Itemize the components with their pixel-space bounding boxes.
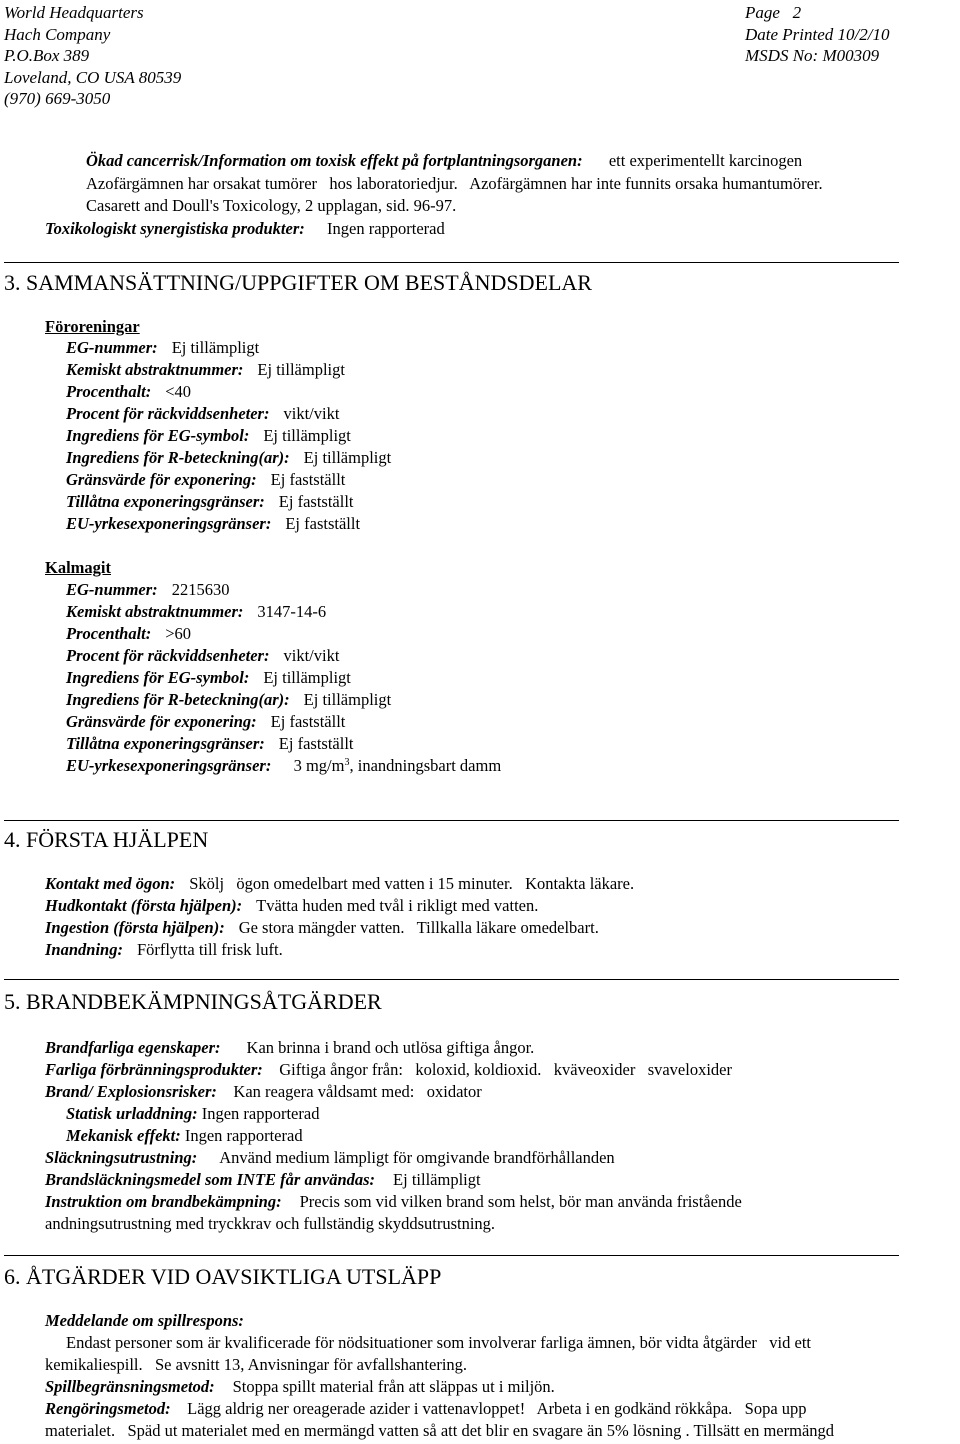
field-value: Ej tillämpligt xyxy=(171,338,260,357)
field-row xyxy=(45,942,283,959)
flammable-row xyxy=(45,1040,534,1057)
static-row xyxy=(66,1106,319,1123)
field-row xyxy=(66,736,354,753)
field-value: Använd medium lämpligt för omgivande brandförhållanden xyxy=(219,1148,615,1167)
combustion-row xyxy=(45,1062,732,1079)
field-label: Meddelande om spillrespons: xyxy=(45,1311,244,1330)
field-label: Procenthalt: xyxy=(66,624,152,643)
field-value: Ej fastställt xyxy=(270,712,346,731)
field-value: Ej tillämpligt xyxy=(303,448,392,467)
field-value: Ingen rapporterad xyxy=(201,1104,320,1123)
field-value: Ej fastställt xyxy=(270,470,346,489)
field-row xyxy=(66,692,391,709)
section-heading: 5. BRANDBEKÄMPNINGSÅTGÄRDER xyxy=(4,989,382,1014)
section-divider xyxy=(4,1255,899,1256)
field-value: Ej tillämpligt xyxy=(303,690,392,709)
field-row xyxy=(66,648,339,665)
field-row xyxy=(66,340,259,357)
field-value: ett experimentellt karcinogen xyxy=(608,151,803,170)
field-row xyxy=(66,582,229,599)
field-value: Ej fastställt xyxy=(285,514,361,533)
field-label: Spillbegränsningsmetod: xyxy=(45,1377,215,1396)
field-label: Rengöringsmetod: xyxy=(45,1399,171,1418)
field-label: Hudkontakt (första hjälpen): xyxy=(45,896,243,915)
msds-number: MSDS No: M00309 xyxy=(745,46,880,65)
section-heading: 6. ÅTGÄRDER VID OAVSIKTLIGA UTSLÄPP xyxy=(4,1264,442,1289)
field-row xyxy=(45,898,538,915)
field-label: Procent för räckviddsenheter: xyxy=(66,404,270,423)
field-value: Kan reagera våldsamt med: oxidator xyxy=(233,1082,482,1101)
header-line: World Headquarters xyxy=(4,3,144,22)
field-row xyxy=(66,494,354,511)
field-value: vikt/vikt xyxy=(283,646,340,665)
field-row xyxy=(45,876,634,893)
superscript: 3 xyxy=(344,757,350,768)
field-label: Gränsvärde för exponering: xyxy=(66,470,257,489)
field-label: Tillåtna exponeringsgränser: xyxy=(66,734,265,753)
field-label: EU-yrkesexponeringsgränser: xyxy=(66,514,272,533)
field-value: Ingen rapporterad xyxy=(184,1126,303,1145)
field-row xyxy=(66,604,326,621)
field-label: Ingrediens för EG-symbol: xyxy=(66,668,250,687)
field-label: Gränsvärde för exponering: xyxy=(66,712,257,731)
field-label: EU-yrkesexponeringsgränser: xyxy=(66,756,272,775)
field-value: vikt/vikt xyxy=(283,404,340,423)
field-value: Stoppa spillt material från att släppas ut i miljön. xyxy=(232,1377,555,1396)
cleanup-row xyxy=(45,1401,807,1418)
field-label: Brandsläckningsmedel som INTE får användas: xyxy=(45,1170,376,1189)
field-label: Kemiskt abstraktnummer: xyxy=(66,602,244,621)
field-value: Ej tillämpligt xyxy=(263,668,351,687)
field-value: Precis som vid vilken brand som helst, bör man använda fristående xyxy=(299,1192,742,1211)
mechanical-row xyxy=(66,1128,303,1145)
field-label: Inandning: xyxy=(45,940,123,959)
field-label: Kontakt med ögon: xyxy=(45,874,176,893)
field-label: Procent för räckviddsenheter: xyxy=(66,646,270,665)
field-row xyxy=(45,920,599,937)
field-value: Ingen rapporterad xyxy=(327,219,445,238)
field-label: EG-nummer: xyxy=(66,338,158,357)
field-label: Brandfarliga egenskaper: xyxy=(45,1038,221,1057)
field-value: Ej tillämpligt xyxy=(263,426,351,445)
header-left xyxy=(4,2,181,110)
paragraph-line: Azofärgämnen har orsakat tumörer hos laboratoriedjur. Azofärgämnen har inte funnits orsaka humantumörer. xyxy=(86,174,823,193)
field-label: Statisk urladdning: xyxy=(66,1104,198,1123)
field-row xyxy=(66,450,391,467)
field-label: Kemiskt abstraktnummer: xyxy=(66,360,244,379)
field-label: Instruktion om brandbekämpning: xyxy=(45,1192,282,1211)
field-row xyxy=(66,406,339,423)
field-value: Förflytta till frisk luft. xyxy=(136,940,283,959)
containment-row xyxy=(45,1379,555,1396)
explosion-row xyxy=(45,1084,482,1101)
field-row xyxy=(66,472,345,489)
section-divider xyxy=(4,820,899,821)
field-label: Mekanisk effekt: xyxy=(66,1126,181,1145)
field-value: Giftiga ångor från: koloxid, koldioxid. kväveoxider svaveloxider xyxy=(279,1060,732,1079)
field-value: <40 xyxy=(165,382,192,401)
paragraph-line: materialet. Späd ut materialet med en mermängd vatten så att det blir en svagare än 5% lösning . Tillsätt en mermängd xyxy=(45,1421,835,1440)
header-line: Loveland, CO USA 80539 xyxy=(4,67,182,87)
header-line: (970) 669-3050 xyxy=(4,89,111,108)
field-value: Tvätta huden med tvål i rikligt med vatten. xyxy=(256,896,539,915)
header-right xyxy=(745,2,889,67)
header-line: P.O.Box 389 xyxy=(4,46,90,65)
field-value: 2215630 xyxy=(171,580,230,599)
field-value: Ge stora mängder vatten. Tillkalla läkare omedelbart. xyxy=(238,918,599,937)
cancer-risk-line xyxy=(86,153,802,170)
not-use-row xyxy=(45,1172,481,1189)
field-label: Brand/ Explosionsrisker: xyxy=(45,1082,217,1101)
page-number: Page 2 xyxy=(745,3,802,22)
field-value: Kan brinna i brand och utlösa giftiga ångor. xyxy=(246,1038,535,1057)
field-label: Ökad cancerrisk/Information om toxisk effekt på fortplantningsorganen: xyxy=(86,151,583,170)
field-label: Ingrediens för EG-symbol: xyxy=(66,426,250,445)
component-name: Kalmagit xyxy=(45,558,111,577)
field-label: Toxikologiskt synergistiska produkter: xyxy=(45,219,305,238)
field-value: Skölj ögon omedelbart med vatten i 15 minuter. Kontakta läkare. xyxy=(189,874,635,893)
field-value: 3147-14-6 xyxy=(257,602,327,621)
field-row xyxy=(66,428,351,445)
field-value: Lägg aldrig ner oreagerade azider i vattenavloppet! Arbeta i en godkänd rökkåpa. Sopa upp xyxy=(187,1399,807,1418)
field-row xyxy=(66,384,191,401)
instruction-row xyxy=(45,1194,742,1211)
extinguishing-row xyxy=(45,1150,615,1167)
field-label: EG-nummer: xyxy=(66,580,158,599)
field-label: Tillåtna exponeringsgränser: xyxy=(66,492,265,511)
field-label: Ingrediens för R-beteckning(ar): xyxy=(66,448,290,467)
field-value: Ej tillämpligt xyxy=(393,1170,481,1189)
field-row xyxy=(66,714,345,731)
field-value: Ej fastställt xyxy=(278,734,354,753)
field-value: Ej tillämpligt xyxy=(257,360,345,379)
field-label: Procenthalt: xyxy=(66,382,152,401)
field-row xyxy=(66,670,351,687)
field-value: Ej fastställt xyxy=(278,492,354,511)
field-value: >60 xyxy=(165,624,192,643)
date-printed: Date Printed 10/2/10 xyxy=(745,24,890,44)
eu-limit-row xyxy=(66,758,501,775)
paragraph-line: Endast personer som är kvalificerade för nödsituationer som involverar farliga ämnen, bör vidta åtgärder vid ett xyxy=(66,1333,811,1352)
section-divider xyxy=(4,979,899,980)
paragraph-line: kemikaliespill. Se avsnitt 13, Anvisningar för avfallshantering. xyxy=(45,1355,468,1374)
field-value: 3 $mg/m^3$, inandningsbart damm xyxy=(293,756,502,775)
field-label: Ingestion (första hjälpen): xyxy=(45,918,225,937)
section-heading: 3. SAMMANSÄTTNING/UPPGIFTER OM BESTÅNDSDELAR xyxy=(4,270,592,295)
field-row xyxy=(66,626,191,643)
paragraph-line: andningsutrustning med tryckkrav och fullständig skyddsutrustning. xyxy=(45,1214,496,1233)
field-row xyxy=(66,362,345,379)
section-divider xyxy=(4,262,899,263)
field-label: Släckningsutrustning: xyxy=(45,1148,198,1167)
header-line: Hach Company xyxy=(4,24,111,44)
field-label: Ingrediens för R-beteckning(ar): xyxy=(66,690,290,709)
field-label: Farliga förbränningsprodukter: xyxy=(45,1060,263,1079)
synergy-line xyxy=(45,221,445,238)
field-row xyxy=(66,516,360,533)
section-heading: 4. FÖRSTA HJÄLPEN xyxy=(4,827,209,852)
component-name: Föroreningar xyxy=(45,317,140,336)
paragraph-line: Casarett and Doull's Toxicology, 2 upplagan, sid. 96-97. xyxy=(86,196,457,215)
